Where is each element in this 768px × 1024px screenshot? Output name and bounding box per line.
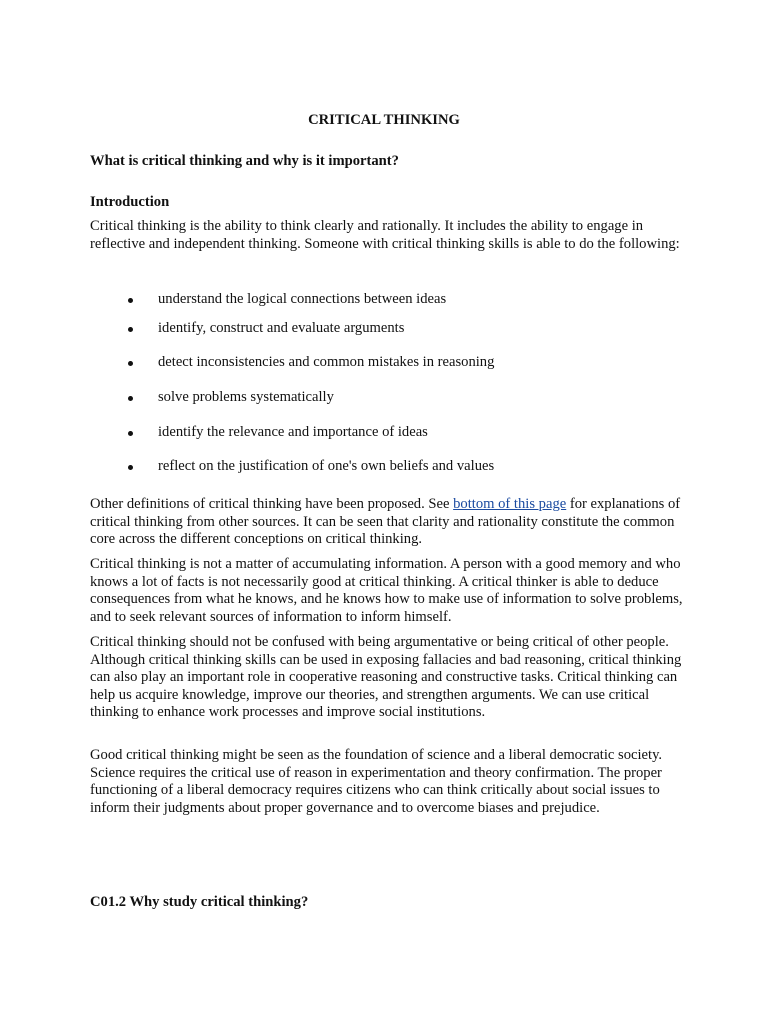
document-title: CRITICAL THINKING (308, 112, 460, 128)
bullet-icon (128, 361, 133, 366)
bullet-icon (128, 298, 133, 303)
document-page: CRITICAL THINKING What is critical thinking and why is it important? Introduction Critical thinking is the ability to think clearly and rationally. It includes the ability to engage in reflective and independent thinking. Someone with critical thinking skills is able to do the following: understand the logical connections between ideas identify, construct and evaluate arguments detect inconsistencies and common mistakes in reasoning solve problems systematically identify the relevance and importance of ideas reflect on the justification of one's own beliefs and values Other definitions of critical thinking have been proposed. See bottom of this page for explanations of critical thinking from other sources. It can be seen that clarity and rationality constitute the common core across the different conceptions on critical thinking. Critical thinking is not a matter of accumulating information. A person with a good memory and who knows a lot of facts is not necessarily good at critical thinking. A critical thinker is able to deduce consequences from what he knows, and he knows how to make use of information to solve problems, and to seek relevant sources of information to inform himself. Critical thinking should not be confused with being argumentative or being critical of other people. Although critical thinking skills can be used in exposing fallacies and bad reasoning, critical thinking can also play an important role in cooperative reasoning and constructive tasks. Critical thinking can help us acquire knowledge, improve our theories, and strengthen arguments. We can use critical thinking to enhance work processes and improve social institutions. Good critical thinking might be seen as the foundation of science and a liberal democratic society. Science requires the critical use of reason in experimentation and theory confirmation. The proper functioning of a liberal democracy requires citizens who can think critically about social issues to inform their judgments about proper governance and to overcome biases and prejudice. C01.2 Why study critical thinking? (0, 0, 768, 1024)
bullet-icon (128, 327, 133, 332)
question-heading: What is critical thinking and why is it important? (90, 153, 399, 169)
science-democracy-paragraph: Good critical thinking might be seen as the foundation of science and a liberal democratic society. Science requires the critical use of reason in experimentation and theory confirmation. The proper functioning of a liberal democracy requires citizens who can think critically about social issues to inform their judgments about proper governance and to overcome biases and prejudice. (90, 747, 663, 816)
accumulating-information-paragraph: Critical thinking is not a matter of accumulating information. A person with a good memory and who knows a lot of facts is not necessarily good at critical thinking. A critical thinker is able to deduce consequences from what he knows, and he knows how to make use of information to solve problems, and to seek relevant sources of information to inform himself. (90, 556, 683, 625)
argumentative-paragraph: Critical thinking should not be confused with being argumentative or being critical of other people. Although critical thinking skills can be used in exposing fallacies and bad reasoning, critical thinking can also play an important role in cooperative reasoning and constructive tasks. Critical thinking can help us acquire knowledge, improve our theories, and strengthen arguments. We can use critical thinking to enhance work processes and improve social institutions. (90, 634, 682, 721)
section-heading: C01.2 Why study critical thinking? (90, 894, 309, 910)
bullet-icon (128, 396, 133, 401)
bullet-icon (128, 431, 133, 436)
bottom-of-page-link[interactable]: bottom of this page (453, 496, 567, 512)
other-definitions-paragraph: Other definitions of critical thinking have been proposed. See bottom of this page for explanations of critical thinking from other sources. It can be seen that clarity and rationality constitute the common core across the different conceptions on critical thinking. (90, 496, 681, 548)
introduction-heading: Introduction (90, 194, 170, 210)
bullet-icon (128, 465, 133, 470)
intro-paragraph: Critical thinking is the ability to think clearly and rationally. It includes the ability to engage in reflective and independent thinking. Someone with critical thinking skills is able to do the following: (90, 218, 680, 252)
